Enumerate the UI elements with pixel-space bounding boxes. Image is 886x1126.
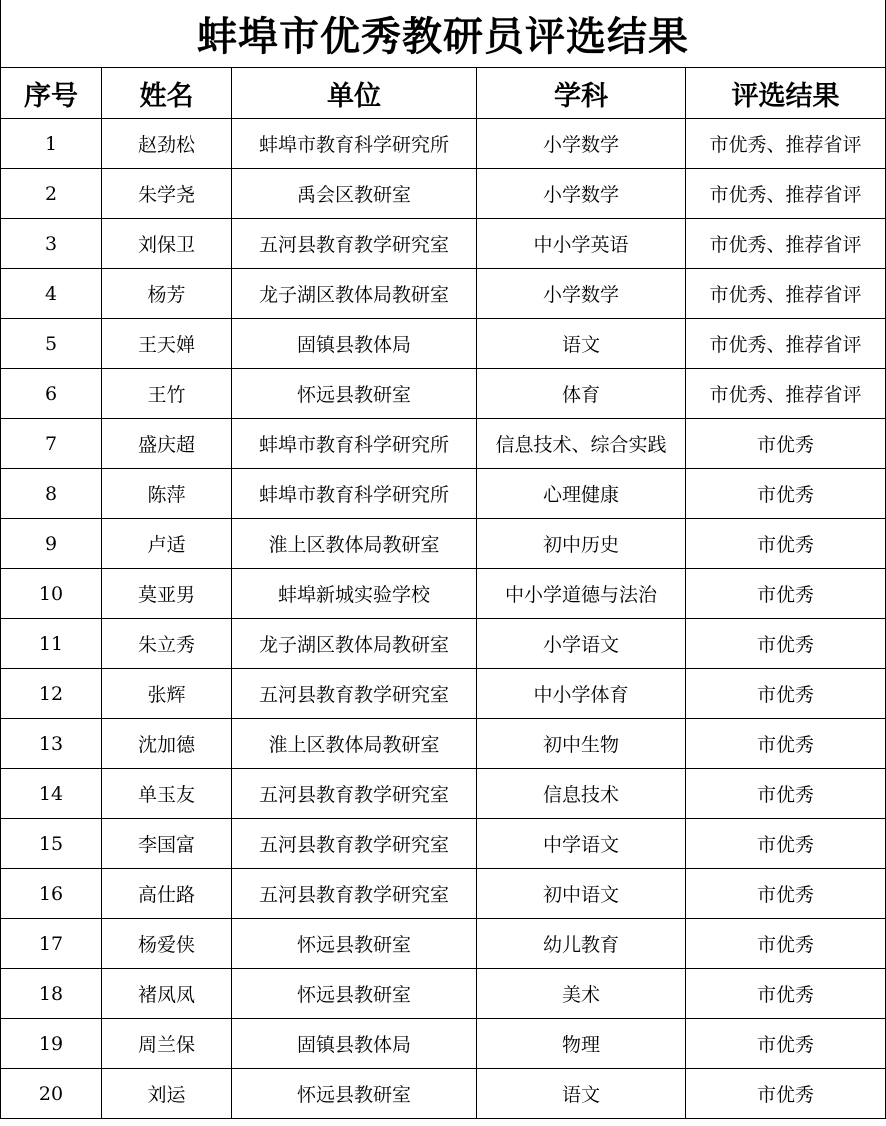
cell-result[interactable]: 市优秀 [686,869,886,919]
cell-unit[interactable]: 怀远县教研室 [232,969,477,1019]
cell-subject[interactable]: 小学数学 [477,269,686,319]
cell-subject[interactable]: 体育 [477,369,686,419]
cell-unit[interactable]: 五河县教育教学研究室 [232,769,477,819]
table-row [1,319,886,369]
cell-unit[interactable]: 蚌埠市教育科学研究所 [232,469,477,519]
cell-no[interactable]: 7 [1,419,102,469]
cell-unit[interactable]: 龙子湖区教体局教研室 [232,269,477,319]
cell-result[interactable]: 市优秀、推荐省评 [686,169,886,219]
cell-name[interactable]: 王天婵 [102,319,232,369]
cell-name[interactable]: 周兰保 [102,1019,232,1069]
cell-result[interactable]: 市优秀 [686,569,886,619]
cell-result[interactable]: 市优秀 [686,969,886,1019]
cell-no[interactable]: 15 [1,819,102,869]
cell-no[interactable]: 19 [1,1019,102,1069]
cell-subject[interactable]: 美术 [477,969,686,1019]
cell-unit[interactable]: 蚌埠市教育科学研究所 [232,119,477,169]
cell-name[interactable]: 王竹 [102,369,232,419]
cell-result[interactable]: 市优秀 [686,1019,886,1069]
header-no[interactable]: 序号 [1,68,102,119]
cell-no[interactable]: 3 [1,219,102,269]
cell-unit[interactable]: 五河县教育教学研究室 [232,819,477,869]
cell-unit[interactable]: 禹会区教研室 [232,169,477,219]
cell-unit[interactable]: 淮上区教体局教研室 [232,519,477,569]
table-row [1,369,886,419]
cell-no[interactable]: 12 [1,669,102,719]
cell-result[interactable]: 市优秀 [686,469,886,519]
header-row [1,68,886,119]
cell-no[interactable]: 9 [1,519,102,569]
table-row [1,619,886,669]
cell-no[interactable]: 8 [1,469,102,519]
cell-result[interactable]: 市优秀 [686,419,886,469]
header-subject[interactable]: 学科 [477,68,686,119]
cell-unit[interactable]: 五河县教育教学研究室 [232,869,477,919]
table-row [1,969,886,1019]
cell-name[interactable]: 刘运 [102,1069,232,1119]
cell-subject[interactable]: 初中生物 [477,719,686,769]
cell-name[interactable]: 张辉 [102,669,232,719]
cell-subject[interactable]: 小学语文 [477,619,686,669]
table-row [1,819,886,869]
cell-name[interactable]: 杨爱侠 [102,919,232,969]
cell-result[interactable]: 市优秀 [686,769,886,819]
table-row [1,1019,886,1069]
cell-result[interactable]: 市优秀、推荐省评 [686,319,886,369]
cell-subject[interactable]: 语文 [477,319,686,369]
table-row [1,519,886,569]
cell-unit[interactable]: 怀远县教研室 [232,369,477,419]
cell-name[interactable]: 赵劲松 [102,119,232,169]
cell-name[interactable]: 杨芳 [102,269,232,319]
cell-no[interactable]: 1 [1,119,102,169]
cell-subject[interactable]: 中小学英语 [477,219,686,269]
cell-unit[interactable]: 五河县教育教学研究室 [232,219,477,269]
table-row [1,269,886,319]
cell-subject[interactable]: 信息技术 [477,769,686,819]
cell-subject[interactable]: 小学数学 [477,169,686,219]
title-row [0,0,886,68]
cell-name[interactable]: 单玉友 [102,769,232,819]
cell-result[interactable]: 市优秀 [686,669,886,719]
cell-name[interactable]: 朱立秀 [102,619,232,669]
cell-result[interactable]: 市优秀、推荐省评 [686,369,886,419]
cell-no[interactable]: 14 [1,769,102,819]
cell-no[interactable]: 16 [1,869,102,919]
cell-unit[interactable]: 怀远县教研室 [232,1069,477,1119]
cell-result[interactable]: 市优秀、推荐省评 [686,219,886,269]
cell-subject[interactable]: 信息技术、综合实践 [477,419,686,469]
header-unit[interactable]: 单位 [232,68,477,119]
cell-name[interactable]: 朱学尧 [102,169,232,219]
table-row [1,919,886,969]
cell-name[interactable]: 沈加德 [102,719,232,769]
table-row [1,469,886,519]
header-result[interactable]: 评选结果 [686,68,886,119]
cell-result[interactable]: 市优秀 [686,1069,886,1119]
table-row [1,869,886,919]
cell-subject[interactable]: 幼儿教育 [477,919,686,969]
cell-subject[interactable]: 中小学道德与法治 [477,569,686,619]
table-body [1,119,886,1119]
cell-name[interactable]: 高仕路 [102,869,232,919]
table-row [1,219,886,269]
cell-unit[interactable]: 怀远县教研室 [232,919,477,969]
cell-subject[interactable]: 心理健康 [477,469,686,519]
cell-unit[interactable]: 五河县教育教学研究室 [232,669,477,719]
cell-name[interactable]: 刘保卫 [102,219,232,269]
table-row [1,1069,886,1119]
cell-no[interactable]: 18 [1,969,102,1019]
header-name[interactable]: 姓名 [102,68,232,119]
cell-result[interactable]: 市优秀 [686,919,886,969]
results-table [0,67,886,1119]
cell-unit[interactable]: 蚌埠新城实验学校 [232,569,477,619]
table-row [1,119,886,169]
cell-no[interactable]: 17 [1,919,102,969]
cell-result[interactable]: 市优秀 [686,719,886,769]
cell-subject[interactable]: 初中历史 [477,519,686,569]
cell-no[interactable]: 10 [1,569,102,619]
cell-unit[interactable]: 固镇县教体局 [232,319,477,369]
cell-result[interactable]: 市优秀、推荐省评 [686,119,886,169]
cell-unit[interactable]: 蚌埠市教育科学研究所 [232,419,477,469]
cell-subject[interactable]: 初中语文 [477,869,686,919]
cell-unit[interactable]: 淮上区教体局教研室 [232,719,477,769]
cell-result[interactable]: 市优秀 [686,819,886,869]
cell-name[interactable]: 莫亚男 [102,569,232,619]
cell-no[interactable]: 20 [1,1069,102,1119]
cell-subject[interactable]: 语文 [477,1069,686,1119]
cell-no[interactable]: 5 [1,319,102,369]
table-row [1,569,886,619]
cell-name[interactable]: 陈萍 [102,469,232,519]
cell-subject[interactable]: 中小学体育 [477,669,686,719]
cell-name[interactable]: 盛庆超 [102,419,232,469]
cell-subject[interactable]: 中学语文 [477,819,686,869]
cell-no[interactable]: 13 [1,719,102,769]
cell-subject[interactable]: 小学数学 [477,119,686,169]
cell-subject[interactable]: 物理 [477,1019,686,1069]
cell-no[interactable]: 2 [1,169,102,219]
cell-no[interactable]: 6 [1,369,102,419]
cell-no[interactable]: 4 [1,269,102,319]
cell-result[interactable]: 市优秀 [686,519,886,569]
cell-unit[interactable]: 龙子湖区教体局教研室 [232,619,477,669]
table-row [1,669,886,719]
table-row [1,169,886,219]
cell-name[interactable]: 李国富 [102,819,232,869]
table-row [1,419,886,469]
table-row [1,719,886,769]
cell-name[interactable]: 褚凤凤 [102,969,232,1019]
cell-no[interactable]: 11 [1,619,102,669]
cell-unit[interactable]: 固镇县教体局 [232,1019,477,1069]
cell-result[interactable]: 市优秀 [686,619,886,669]
sheet-title: 蚌埠市优秀教研员评选结果 [197,14,689,60]
cell-name[interactable]: 卢适 [102,519,232,569]
table-row [1,769,886,819]
cell-result[interactable]: 市优秀、推荐省评 [686,269,886,319]
